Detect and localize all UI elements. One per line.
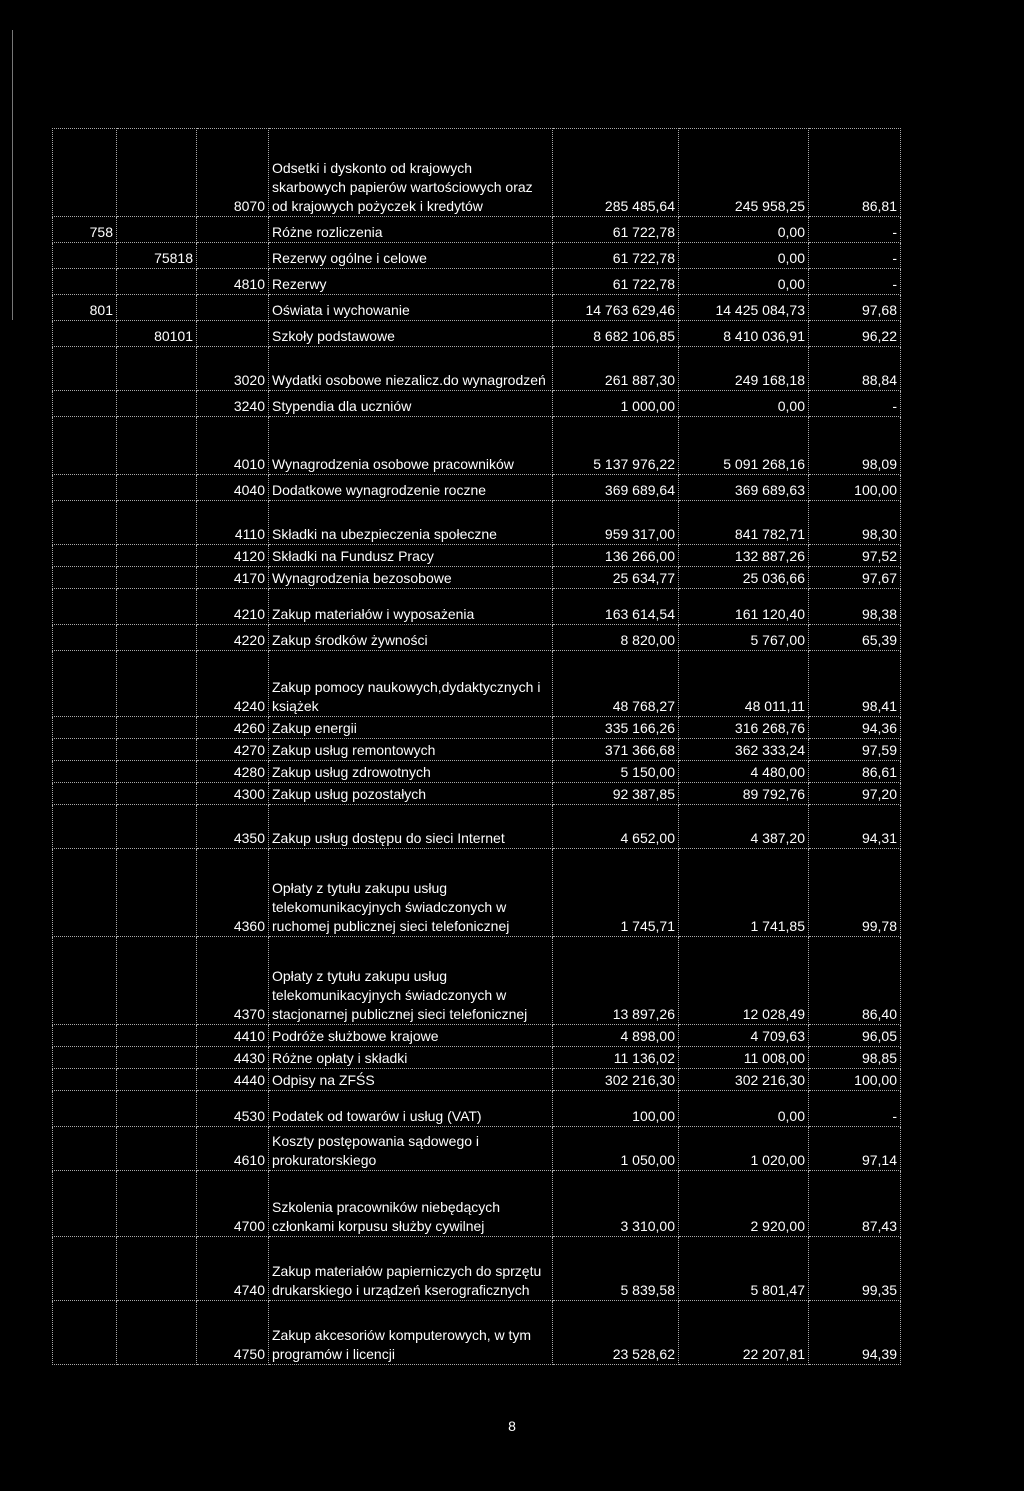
cell-plan: 5 839,58	[553, 1237, 679, 1301]
cell-procent: -	[809, 269, 901, 295]
cell-plan: 371 366,68	[553, 739, 679, 761]
table-row	[53, 625, 901, 651]
cell-plan: 136 266,00	[553, 545, 679, 567]
cell-procent: 100,00	[809, 1069, 901, 1091]
cell-procent: 97,14	[809, 1127, 901, 1171]
cell-paragraf: 3240	[197, 391, 269, 417]
cell-wykonanie: 249 168,18	[679, 347, 809, 391]
table-row	[53, 1171, 901, 1237]
cell-wykonanie: 161 120,40	[679, 589, 809, 625]
cell-opis: Oświata i wychowanie	[269, 295, 553, 321]
cell-procent: 98,09	[809, 417, 901, 475]
cell-dzial	[53, 1237, 117, 1301]
cell-paragraf: 4740	[197, 1237, 269, 1301]
cell-plan: 302 216,30	[553, 1069, 679, 1091]
cell-rozdzial	[117, 717, 197, 739]
cell-opis: Różne opłaty i składki	[269, 1047, 553, 1069]
cell-paragraf: 4750	[197, 1301, 269, 1365]
cell-plan: 163 614,54	[553, 589, 679, 625]
cell-paragraf: 4370	[197, 937, 269, 1025]
cell-rozdzial	[117, 1237, 197, 1301]
cell-plan: 4 652,00	[553, 805, 679, 849]
cell-plan: 261 887,30	[553, 347, 679, 391]
table-row	[53, 1091, 901, 1127]
cell-dzial	[53, 1171, 117, 1237]
cell-plan: 4 898,00	[553, 1025, 679, 1047]
cell-rozdzial	[117, 501, 197, 545]
cell-procent: 100,00	[809, 475, 901, 501]
cell-plan: 5 137 976,22	[553, 417, 679, 475]
cell-opis: Składki na Fundusz Pracy	[269, 545, 553, 567]
table-body	[53, 129, 901, 1365]
cell-wykonanie: 48 011,11	[679, 651, 809, 717]
cell-rozdzial	[117, 1301, 197, 1365]
cell-opis: Zakup usług remontowych	[269, 739, 553, 761]
cell-procent: 96,05	[809, 1025, 901, 1047]
cell-dzial	[53, 129, 117, 217]
cell-opis: Rezerwy ogólne i celowe	[269, 243, 553, 269]
cell-wykonanie: 0,00	[679, 391, 809, 417]
cell-paragraf: 4240	[197, 651, 269, 717]
table-row	[53, 651, 901, 717]
cell-rozdzial	[117, 589, 197, 625]
cell-paragraf: 4410	[197, 1025, 269, 1047]
cell-rozdzial	[117, 761, 197, 783]
cell-wykonanie: 89 792,76	[679, 783, 809, 805]
cell-wykonanie: 245 958,25	[679, 129, 809, 217]
table-row	[53, 849, 901, 937]
cell-rozdzial	[117, 1171, 197, 1237]
cell-dzial	[53, 589, 117, 625]
budget-table	[52, 128, 901, 1365]
cell-paragraf: 4110	[197, 501, 269, 545]
cell-plan: 8 682 106,85	[553, 321, 679, 347]
table-row	[53, 475, 901, 501]
cell-dzial	[53, 269, 117, 295]
cell-plan: 25 634,77	[553, 567, 679, 589]
cell-dzial	[53, 347, 117, 391]
cell-procent: 99,35	[809, 1237, 901, 1301]
cell-opis: Podatek od towarów i usług (VAT)	[269, 1091, 553, 1127]
cell-rozdzial	[117, 937, 197, 1025]
cell-plan: 23 528,62	[553, 1301, 679, 1365]
cell-dzial	[53, 761, 117, 783]
cell-rozdzial	[117, 1069, 197, 1091]
table-row	[53, 1237, 901, 1301]
cell-plan: 3 310,00	[553, 1171, 679, 1237]
cell-rozdzial	[117, 295, 197, 321]
cell-wykonanie: 4 480,00	[679, 761, 809, 783]
cell-paragraf: 4360	[197, 849, 269, 937]
cell-rozdzial	[117, 783, 197, 805]
cell-wykonanie: 8 410 036,91	[679, 321, 809, 347]
cell-rozdzial	[117, 129, 197, 217]
cell-paragraf: 4120	[197, 545, 269, 567]
cell-procent: 87,43	[809, 1171, 901, 1237]
table-row	[53, 217, 901, 243]
cell-rozdzial: 75818	[117, 243, 197, 269]
cell-plan: 8 820,00	[553, 625, 679, 651]
cell-wykonanie: 11 008,00	[679, 1047, 809, 1069]
cell-dzial	[53, 545, 117, 567]
cell-rozdzial	[117, 217, 197, 243]
cell-wykonanie: 2 920,00	[679, 1171, 809, 1237]
cell-opis: Dodatkowe wynagrodzenie roczne	[269, 475, 553, 501]
cell-opis: Stypendia dla uczniów	[269, 391, 553, 417]
cell-procent: 94,36	[809, 717, 901, 739]
cell-paragraf: 4350	[197, 805, 269, 849]
cell-paragraf: 4040	[197, 475, 269, 501]
cell-wykonanie: 362 333,24	[679, 739, 809, 761]
table-row	[53, 347, 901, 391]
cell-rozdzial	[117, 347, 197, 391]
cell-procent: 99,78	[809, 849, 901, 937]
table-row	[53, 545, 901, 567]
cell-plan: 92 387,85	[553, 783, 679, 805]
table-row	[53, 805, 901, 849]
cell-procent: 86,61	[809, 761, 901, 783]
cell-procent: 94,39	[809, 1301, 901, 1365]
cell-wykonanie: 5 091 268,16	[679, 417, 809, 475]
cell-paragraf	[197, 295, 269, 321]
table-row	[53, 761, 901, 783]
cell-wykonanie: 1 741,85	[679, 849, 809, 937]
cell-plan: 5 150,00	[553, 761, 679, 783]
cell-opis: Zakup energii	[269, 717, 553, 739]
cell-opis: Zakup pomocy naukowych,dydaktycznych i książek	[269, 651, 553, 717]
cell-plan: 285 485,64	[553, 129, 679, 217]
table-row	[53, 295, 901, 321]
cell-opis: Zakup środków żywności	[269, 625, 553, 651]
cell-rozdzial	[117, 391, 197, 417]
cell-wykonanie: 1 020,00	[679, 1127, 809, 1171]
cell-paragraf: 4260	[197, 717, 269, 739]
table-row	[53, 717, 901, 739]
cell-procent: 97,67	[809, 567, 901, 589]
cell-dzial	[53, 1025, 117, 1047]
cell-dzial	[53, 321, 117, 347]
cell-rozdzial	[117, 545, 197, 567]
cell-paragraf: 4010	[197, 417, 269, 475]
cell-procent: 97,59	[809, 739, 901, 761]
cell-plan: 369 689,64	[553, 475, 679, 501]
cell-procent: 97,68	[809, 295, 901, 321]
table-row	[53, 391, 901, 417]
cell-procent: 65,39	[809, 625, 901, 651]
cell-dzial	[53, 243, 117, 269]
cell-rozdzial	[117, 739, 197, 761]
cell-paragraf	[197, 243, 269, 269]
cell-wykonanie: 22 207,81	[679, 1301, 809, 1365]
table-row	[53, 739, 901, 761]
cell-dzial: 758	[53, 217, 117, 243]
cell-opis: Koszty postępowania sądowego i prokuratorskiego	[269, 1127, 553, 1171]
cell-opis: Wydatki osobowe niezalicz.do wynagrodzeń	[269, 347, 553, 391]
cell-plan: 1 745,71	[553, 849, 679, 937]
cell-plan: 1 050,00	[553, 1127, 679, 1171]
cell-plan: 1 000,00	[553, 391, 679, 417]
cell-dzial	[53, 417, 117, 475]
cell-dzial	[53, 1047, 117, 1069]
cell-opis: Składki na ubezpieczenia społeczne	[269, 501, 553, 545]
cell-plan: 61 722,78	[553, 269, 679, 295]
cell-paragraf: 3020	[197, 347, 269, 391]
cell-wykonanie: 0,00	[679, 269, 809, 295]
cell-rozdzial	[117, 1025, 197, 1047]
cell-opis: Wynagrodzenia bezosobowe	[269, 567, 553, 589]
cell-wykonanie: 12 028,49	[679, 937, 809, 1025]
cell-opis: Podróże służbowe krajowe	[269, 1025, 553, 1047]
cell-procent: -	[809, 243, 901, 269]
cell-wykonanie: 25 036,66	[679, 567, 809, 589]
cell-rozdzial	[117, 1091, 197, 1127]
cell-wykonanie: 4 387,20	[679, 805, 809, 849]
cell-paragraf: 4270	[197, 739, 269, 761]
cell-procent: 98,38	[809, 589, 901, 625]
cell-plan: 335 166,26	[553, 717, 679, 739]
cell-dzial	[53, 805, 117, 849]
cell-opis: Różne rozliczenia	[269, 217, 553, 243]
cell-procent: 88,84	[809, 347, 901, 391]
cell-procent: 98,30	[809, 501, 901, 545]
cell-plan: 100,00	[553, 1091, 679, 1127]
cell-paragraf: 4170	[197, 567, 269, 589]
cell-rozdzial	[117, 625, 197, 651]
cell-paragraf: 4300	[197, 783, 269, 805]
cell-wykonanie: 316 268,76	[679, 717, 809, 739]
cell-wykonanie: 369 689,63	[679, 475, 809, 501]
cell-paragraf: 4610	[197, 1127, 269, 1171]
cell-plan: 11 136,02	[553, 1047, 679, 1069]
cell-dzial	[53, 651, 117, 717]
cell-procent: 97,52	[809, 545, 901, 567]
cell-wykonanie: 0,00	[679, 217, 809, 243]
cell-opis: Wynagrodzenia osobowe pracowników	[269, 417, 553, 475]
table-row	[53, 783, 901, 805]
cell-paragraf: 4280	[197, 761, 269, 783]
cell-procent: 86,81	[809, 129, 901, 217]
cell-paragraf	[197, 321, 269, 347]
page-number: 8	[508, 1418, 516, 1434]
cell-rozdzial	[117, 475, 197, 501]
cell-paragraf: 4440	[197, 1069, 269, 1091]
cell-procent: 98,85	[809, 1047, 901, 1069]
cell-paragraf: 4220	[197, 625, 269, 651]
cell-plan: 61 722,78	[553, 217, 679, 243]
cell-paragraf: 8070	[197, 129, 269, 217]
cell-plan: 959 317,00	[553, 501, 679, 545]
cell-dzial	[53, 717, 117, 739]
cell-wykonanie: 0,00	[679, 1091, 809, 1127]
cell-opis: Zakup usług zdrowotnych	[269, 761, 553, 783]
cell-wykonanie: 302 216,30	[679, 1069, 809, 1091]
cell-opis: Opłaty z tytułu zakupu usług telekomunikacyjnych świadczonych w stacjonarnej publicznej sieci telefonicznej	[269, 937, 553, 1025]
cell-plan: 48 768,27	[553, 651, 679, 717]
cell-dzial	[53, 783, 117, 805]
table-row	[53, 129, 901, 217]
table-row	[53, 1047, 901, 1069]
cell-dzial	[53, 475, 117, 501]
cell-dzial	[53, 1069, 117, 1091]
table-row	[53, 589, 901, 625]
cell-wykonanie: 0,00	[679, 243, 809, 269]
cell-paragraf: 4700	[197, 1171, 269, 1237]
cell-rozdzial	[117, 269, 197, 295]
cell-opis: Odsetki i dyskonto od krajowych skarbowych papierów wartościowych oraz od krajowych pożyczek i kredytów	[269, 129, 553, 217]
cell-procent: -	[809, 391, 901, 417]
cell-opis: Zakup usług pozostałych	[269, 783, 553, 805]
cell-plan: 13 897,26	[553, 937, 679, 1025]
cell-paragraf: 4810	[197, 269, 269, 295]
cell-dzial	[53, 739, 117, 761]
cell-wykonanie: 5 767,00	[679, 625, 809, 651]
table-row	[53, 321, 901, 347]
table-row	[53, 1069, 901, 1091]
table-row	[53, 1301, 901, 1365]
cell-opis: Odpisy na ZFŚS	[269, 1069, 553, 1091]
cell-rozdzial	[117, 1127, 197, 1171]
cell-opis: Szkoły podstawowe	[269, 321, 553, 347]
table-row	[53, 1127, 901, 1171]
cell-rozdzial	[117, 651, 197, 717]
cell-wykonanie: 14 425 084,73	[679, 295, 809, 321]
cell-dzial	[53, 1091, 117, 1127]
table-row	[53, 501, 901, 545]
cell-wykonanie: 132 887,26	[679, 545, 809, 567]
cell-opis: Zakup usług dostępu do sieci Internet	[269, 805, 553, 849]
cell-rozdzial	[117, 417, 197, 475]
cell-rozdzial	[117, 567, 197, 589]
cell-paragraf: 4210	[197, 589, 269, 625]
cell-wykonanie: 5 801,47	[679, 1237, 809, 1301]
cell-opis: Zakup materiałów i wyposażenia	[269, 589, 553, 625]
cell-dzial	[53, 501, 117, 545]
cell-procent: 94,31	[809, 805, 901, 849]
cell-opis: Zakup akcesoriów komputerowych, w tym programów i licencji	[269, 1301, 553, 1365]
margin-rule	[12, 30, 13, 320]
cell-procent: 96,22	[809, 321, 901, 347]
cell-dzial: 801	[53, 295, 117, 321]
cell-procent: -	[809, 1091, 901, 1127]
cell-opis: Zakup materiałów papierniczych do sprzętu drukarskiego i urządzeń kserograficznych	[269, 1237, 553, 1301]
cell-procent: 98,41	[809, 651, 901, 717]
cell-wykonanie: 841 782,71	[679, 501, 809, 545]
table-row	[53, 269, 901, 295]
cell-rozdzial: 80101	[117, 321, 197, 347]
cell-rozdzial	[117, 805, 197, 849]
cell-plan: 61 722,78	[553, 243, 679, 269]
cell-dzial	[53, 625, 117, 651]
cell-plan: 14 763 629,46	[553, 295, 679, 321]
cell-rozdzial	[117, 1047, 197, 1069]
cell-procent: 86,40	[809, 937, 901, 1025]
cell-paragraf: 4430	[197, 1047, 269, 1069]
table-row	[53, 567, 901, 589]
cell-opis: Szkolenia pracowników niebędących członkami korpusu służby cywilnej	[269, 1171, 553, 1237]
cell-procent: 97,20	[809, 783, 901, 805]
cell-rozdzial	[117, 849, 197, 937]
table-row	[53, 243, 901, 269]
table-row	[53, 937, 901, 1025]
cell-paragraf	[197, 217, 269, 243]
cell-dzial	[53, 567, 117, 589]
cell-opis: Rezerwy	[269, 269, 553, 295]
cell-opis: Opłaty z tytułu zakupu usług telekomunikacyjnych świadczonych w ruchomej publicznej sieci telefonicznej	[269, 849, 553, 937]
cell-dzial	[53, 937, 117, 1025]
cell-paragraf: 4530	[197, 1091, 269, 1127]
cell-dzial	[53, 1127, 117, 1171]
table-row	[53, 417, 901, 475]
cell-dzial	[53, 391, 117, 417]
cell-procent: -	[809, 217, 901, 243]
cell-dzial	[53, 1301, 117, 1365]
cell-wykonanie: 4 709,63	[679, 1025, 809, 1047]
table-row	[53, 1025, 901, 1047]
cell-dzial	[53, 849, 117, 937]
